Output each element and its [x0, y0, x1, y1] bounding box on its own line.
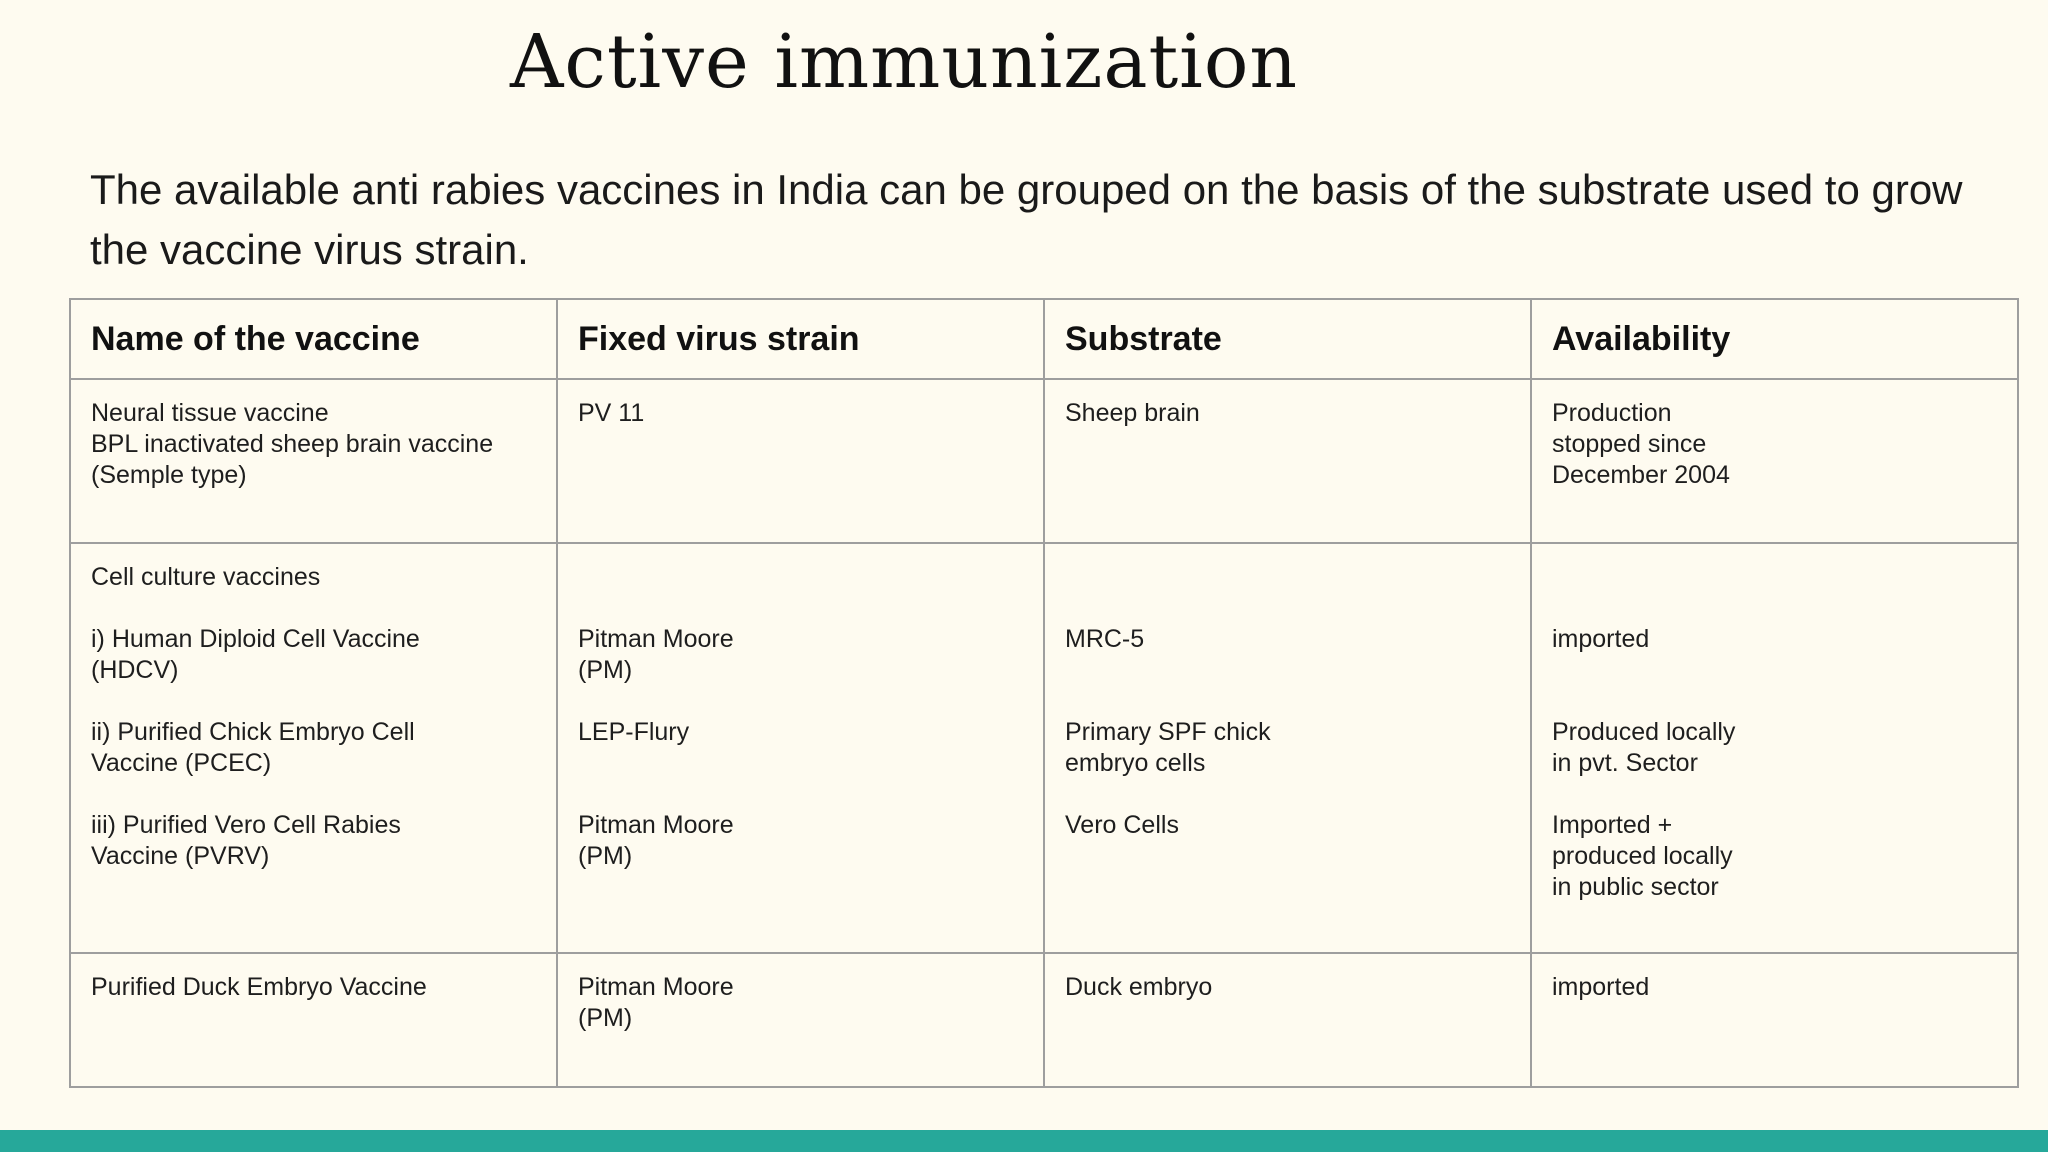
- line-spacer: [1552, 686, 2001, 717]
- cell-text-line: Pitman Moore: [578, 811, 734, 839]
- cell-text-line: Vero Cells: [1065, 811, 1179, 839]
- cell-text-line: i) Human Diploid Cell Vaccine: [91, 625, 420, 653]
- slide-title: Active immunization: [509, 19, 1299, 105]
- footer-accent-bar: [0, 1130, 2048, 1152]
- cell-text-line: Purified Duck Embryo Vaccine: [91, 973, 427, 1001]
- line-spacer: [1552, 562, 2001, 593]
- cell-text-line: Pitman Moore: [578, 625, 734, 653]
- cell-text-line: PV 11: [578, 399, 645, 427]
- cell-substrate: [1044, 543, 1531, 953]
- cell-text-line: LEP-Flury: [578, 718, 690, 746]
- cell-text-line: in pvt. Sector: [1552, 749, 1698, 777]
- cell-text-line: Cell culture vaccines: [91, 563, 321, 591]
- line-spacer: [1552, 655, 2001, 686]
- line-spacer: [91, 779, 540, 810]
- cell-text-line: (Semple type): [91, 461, 247, 489]
- line-spacer: [91, 686, 540, 717]
- cell-text-line: imported: [1552, 625, 1650, 653]
- vaccine-table: [69, 298, 2019, 1088]
- cell-text-line: Sheep brain: [1065, 399, 1200, 427]
- line-spacer: [578, 779, 1027, 810]
- line-spacer: [1065, 686, 1514, 717]
- line-spacer: [1065, 593, 1514, 624]
- line-spacer: [578, 686, 1027, 717]
- line-spacer: [578, 748, 1027, 779]
- cell-text-line: Duck embryo: [1065, 973, 1213, 1001]
- line-spacer: [1065, 779, 1514, 810]
- cell-availability: [1531, 953, 2018, 1087]
- cell-virus-strain: [557, 953, 1044, 1087]
- cell-text-line: embryo cells: [1065, 749, 1206, 777]
- cell-vaccine-name: [70, 543, 557, 953]
- cell-text-line: Pitman Moore: [578, 973, 734, 1001]
- cell-text-line: ii) Purified Chick Embryo Cell: [91, 718, 415, 746]
- line-spacer: [578, 593, 1027, 624]
- table-row: [70, 379, 2018, 543]
- cell-text-line: December 2004: [1552, 461, 1730, 489]
- line-spacer: [578, 562, 1027, 593]
- table-row: [70, 543, 2018, 953]
- line-spacer: [1065, 562, 1514, 593]
- cell-vaccine-name: [70, 953, 557, 1087]
- cell-text-line: (PM): [578, 842, 633, 870]
- line-spacer: [1552, 593, 2001, 624]
- cell-text-line: in public sector: [1552, 873, 1719, 901]
- cell-text-line: Produced locally: [1552, 718, 1736, 746]
- cell-virus-strain: [557, 379, 1044, 543]
- line-spacer: [1065, 655, 1514, 686]
- cell-text-line: Vaccine (PVRV): [91, 842, 270, 870]
- cell-text-line: (PM): [578, 1004, 633, 1032]
- cell-text-line: Vaccine (PCEC): [91, 749, 272, 777]
- cell-availability: [1531, 379, 2018, 543]
- cell-substrate: [1044, 379, 1531, 543]
- header-availability: Availability: [1531, 299, 2018, 379]
- cell-availability: [1531, 543, 2018, 953]
- cell-text-line: Production: [1552, 399, 1672, 427]
- cell-text-line: MRC-5: [1065, 625, 1145, 653]
- cell-text-line: Primary SPF chick: [1065, 718, 1271, 746]
- cell-text-line: (HDCV): [91, 656, 179, 684]
- cell-text-line: stopped since: [1552, 430, 1707, 458]
- table-header-row: [70, 299, 2018, 379]
- header-vaccine-name: Name of the vaccine: [70, 299, 557, 379]
- cell-virus-strain: [557, 543, 1044, 953]
- line-spacer: [1552, 779, 2001, 810]
- header-substrate: Substrate: [1044, 299, 1531, 379]
- cell-text-line: iii) Purified Vero Cell Rabies: [91, 811, 401, 839]
- cell-text-line: BPL inactivated sheep brain vaccine: [91, 430, 494, 458]
- cell-text-line: Neural tissue vaccine: [91, 399, 329, 427]
- cell-text-line: Imported +: [1552, 811, 1673, 839]
- cell-text-line: (PM): [578, 656, 633, 684]
- intro-text: The available anti rabies vaccines in India can be grouped on the basis of the substrate used to grow the vaccine virus strain.: [90, 166, 1963, 273]
- cell-text-line: produced locally: [1552, 842, 1733, 870]
- cell-vaccine-name: [70, 379, 557, 543]
- cell-substrate: [1044, 953, 1531, 1087]
- header-fixed-virus-strain: Fixed virus strain: [557, 299, 1044, 379]
- cell-text-line: imported: [1552, 973, 1650, 1001]
- line-spacer: [91, 593, 540, 624]
- table-row: [70, 953, 2018, 1087]
